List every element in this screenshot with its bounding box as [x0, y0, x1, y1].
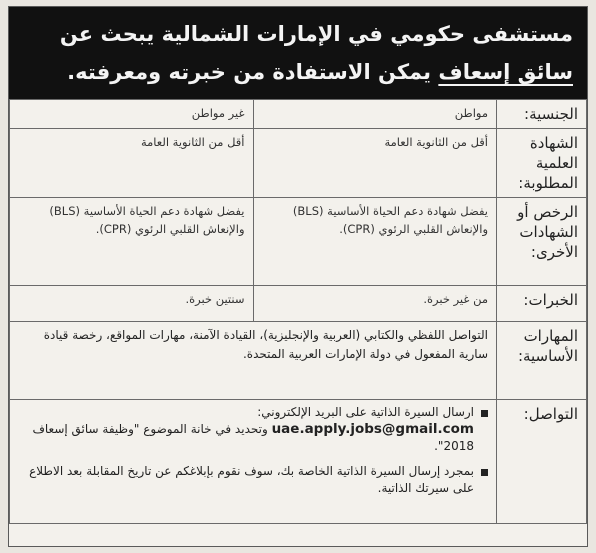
label-licenses: الرخص أو الشهادات الأخرى: [497, 198, 587, 286]
job-title-highlight: سائق إسعاف [438, 60, 573, 84]
headline-line-2-rest: يمكن الاستفادة من خبرته ومعرفته. [67, 60, 439, 84]
job-ad [8, 6, 588, 547]
row-licenses [10, 198, 587, 286]
experience-citizen: من غير خبرة. [253, 286, 497, 322]
square-bullet-icon [481, 410, 488, 417]
nationality-non-citizen: غير مواطن [10, 100, 254, 129]
contact-item-followup [18, 463, 474, 497]
label-contact: التواصل: [497, 400, 587, 524]
square-bullet-icon [481, 469, 488, 476]
contact-list [18, 404, 488, 497]
row-contact [10, 400, 587, 524]
label-nationality: الجنسية: [497, 100, 587, 129]
ad-header [9, 7, 587, 99]
row-experience [10, 286, 587, 322]
job-details-table [9, 99, 587, 524]
certificate-non-citizen: أقل من الثانوية العامة [10, 129, 254, 198]
experience-non-citizen: سنتين خبرة. [10, 286, 254, 322]
licenses-non-citizen: يفضل شهادة دعم الحياة الأساسية (BLS) والإنعاش القلبي الرئوي (CPR). [10, 198, 254, 286]
headline-line-1: مستشفى حكومي في الإمارات الشمالية يبحث عن [59, 22, 573, 46]
licenses-citizen: يفضل شهادة دعم الحياة الأساسية (BLS) والإنعاش القلبي الرئوي (CPR). [253, 198, 497, 286]
row-nationality [10, 100, 587, 129]
row-skills [10, 322, 587, 400]
contact-email-link[interactable]: uae.apply.jobs@gmail.com [271, 421, 474, 437]
contact-details [10, 400, 497, 524]
contact-email-rest: وتحديد في خانة الموضوع "وظيفة سائق إسعاف 2018". [32, 422, 474, 453]
contact-item-email [18, 404, 474, 455]
label-skills: المهارات الأساسية: [497, 322, 587, 400]
skills-text: التواصل اللفظي والكتابي (العربية والإنجليزية)، القيادة الآمنة، مهارات المواقع، رخصة قيادة سارية المفعول في دولة الإمارات العربية المتحدة. [10, 322, 497, 400]
certificate-citizen: أقل من الثانوية العامة [253, 129, 497, 198]
label-experience: الخبرات: [497, 286, 587, 322]
label-certificate: الشهادة العلمية المطلوبة: [497, 129, 587, 198]
contact-followup-text: بمجرد إرسال السيرة الذاتية الخاصة بك، سوف نقوم بإبلاغكم عن تاريخ المقابلة بعد الاطلاع على سيرتك الذاتية. [29, 464, 474, 495]
nationality-citizen: مواطن [253, 100, 497, 129]
headline-line-2 [23, 53, 573, 91]
row-certificate [10, 129, 587, 198]
contact-email-intro: ارسال السيرة الذاتية على البريد الإلكتروني: [257, 405, 474, 419]
